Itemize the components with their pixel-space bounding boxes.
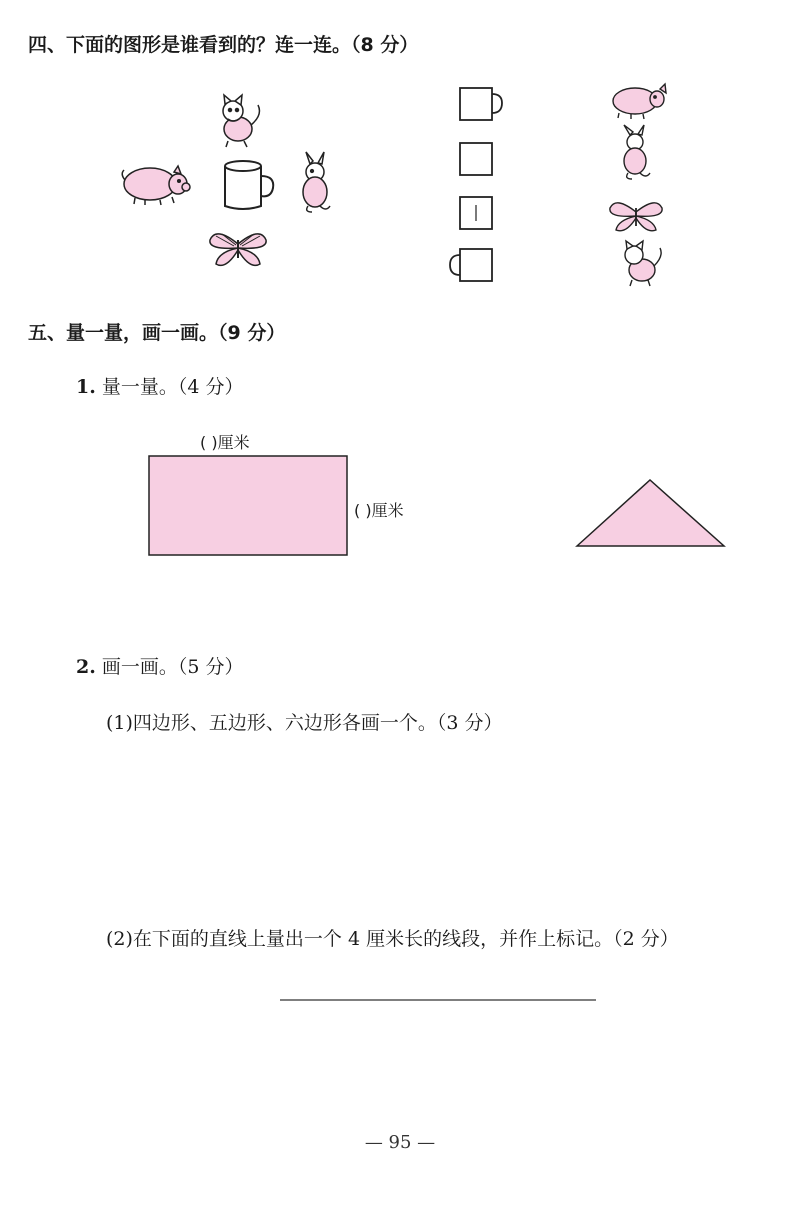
question-1-number: 1. bbox=[76, 376, 96, 398]
page-number: — 95 — bbox=[364, 1132, 436, 1153]
measure-triangle bbox=[577, 480, 724, 546]
question-2-text: 画一画。（5 分） bbox=[101, 656, 244, 678]
drawing-area[interactable] bbox=[106, 740, 766, 890]
rect-side-length-answer[interactable]: ( )厘米 bbox=[354, 501, 404, 520]
question-2-number: 2. bbox=[76, 656, 96, 678]
question-2-sub-1: (1)四边形、五边形、六边形各画一个。（3 分） bbox=[106, 712, 503, 734]
question-1-text: 量一量。（4 分） bbox=[101, 376, 244, 398]
question-2 bbox=[76, 652, 244, 679]
question-2-sub-2: (2)在下面的直线上量出一个 4 厘米长的线段，并作上标记。（2 分） bbox=[106, 928, 679, 950]
section-4-title: 四、下面的图形是谁看到的？连一连。（8 分） bbox=[28, 34, 419, 56]
measure-rectangle bbox=[149, 456, 347, 555]
rect-top-length-answer[interactable]: ( )厘米 bbox=[200, 433, 250, 452]
section-5-title: 五、量一量，画一画。（9 分） bbox=[28, 322, 286, 344]
